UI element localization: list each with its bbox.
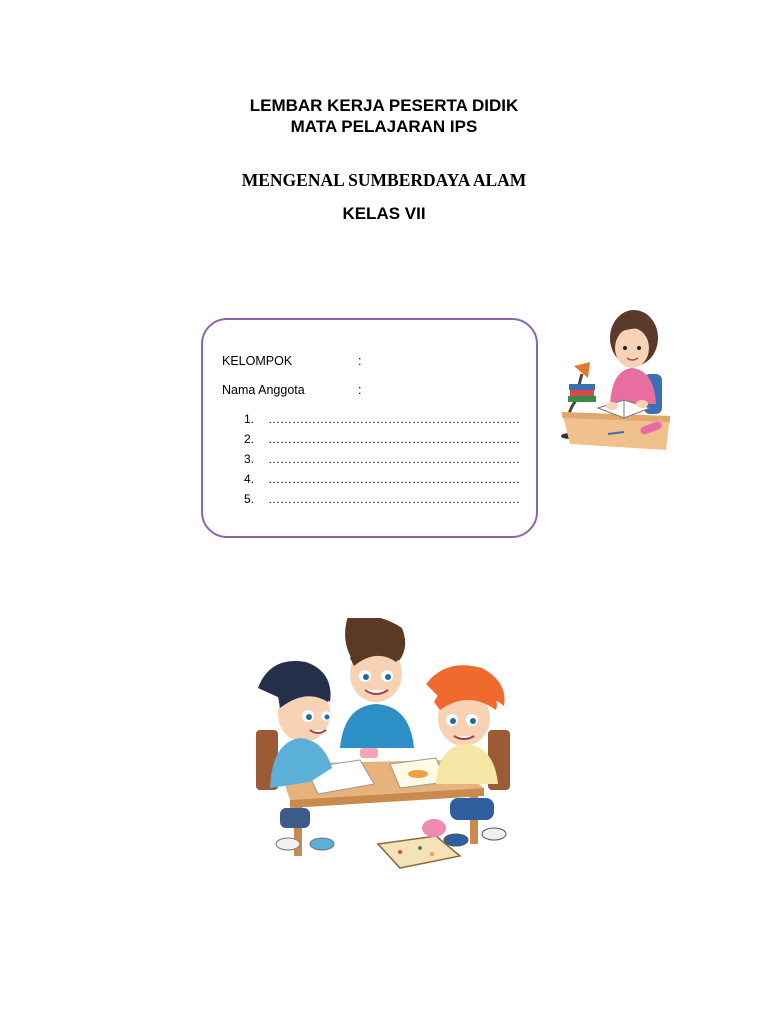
member-dots: ………………………………………………………: [268, 452, 520, 466]
members-label: Nama Anggota: [222, 383, 305, 397]
member-number: 2.: [244, 432, 255, 446]
member-line-5[interactable]: [244, 492, 520, 506]
title-line-1: LEMBAR KERJA PESERTA DIDIK: [249, 96, 519, 115]
member-line-1[interactable]: [244, 412, 520, 426]
member-number: 3.: [244, 452, 255, 466]
member-dots: ………………………………………………………: [268, 492, 520, 506]
children-studying-icon: [250, 618, 520, 880]
member-line-3[interactable]: [244, 452, 520, 466]
member-line-4[interactable]: [244, 472, 520, 486]
members-row: [222, 383, 362, 397]
member-dots: ………………………………………………………: [268, 472, 520, 486]
member-line-2[interactable]: [244, 432, 520, 446]
member-number: 1.: [244, 412, 255, 426]
member-dots: ………………………………………………………: [268, 412, 520, 426]
member-dots: ………………………………………………………: [268, 432, 520, 446]
grade-title: KELAS VII: [342, 204, 426, 223]
member-number: 5.: [244, 492, 255, 506]
member-number: 4.: [244, 472, 255, 486]
members-colon: :: [358, 383, 362, 397]
group-label: KELOMPOK: [222, 354, 293, 368]
group-row: [222, 354, 362, 368]
title-line-2: MATA PELAJARAN IPS: [290, 117, 478, 136]
topic-title: MENGENAL SUMBERDAYA ALAM: [241, 170, 527, 190]
girl-reading-icon: [552, 304, 674, 452]
group-info-box: [201, 318, 538, 538]
group-colon: :: [358, 354, 362, 368]
